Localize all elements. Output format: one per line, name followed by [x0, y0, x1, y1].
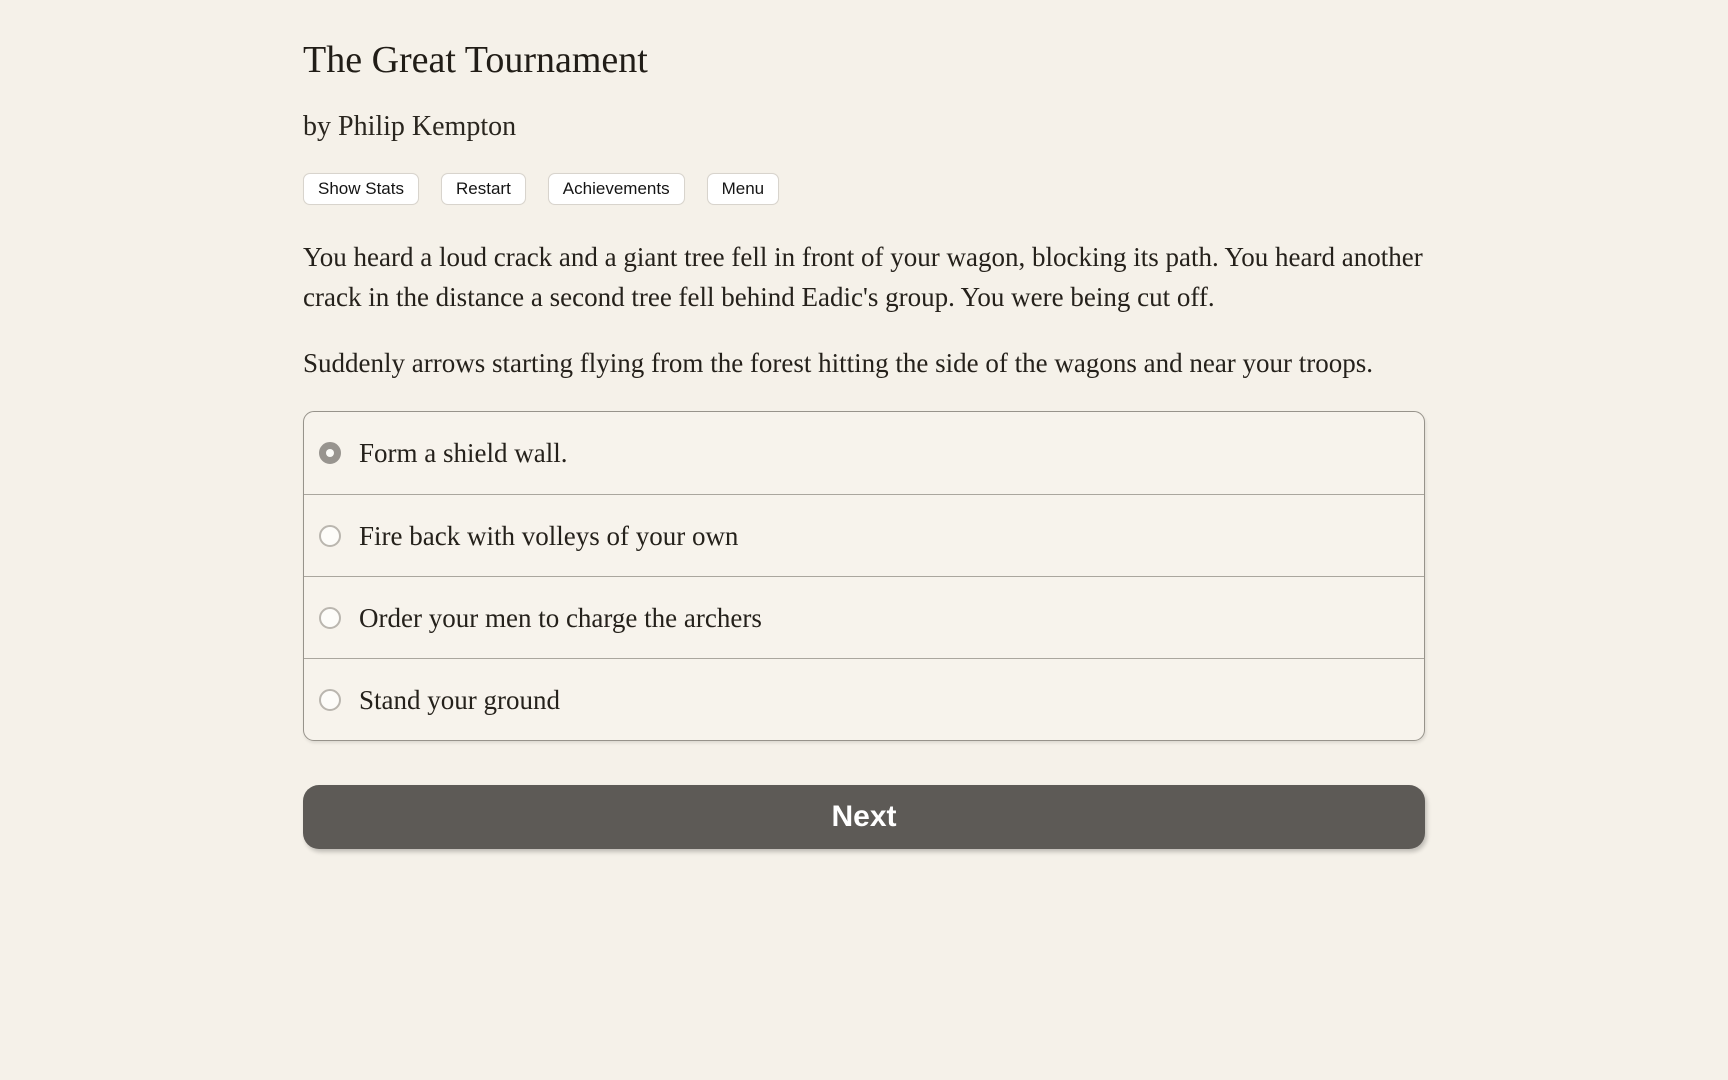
menu-button[interactable]: Menu — [707, 173, 780, 205]
choice-option[interactable] — [304, 658, 1424, 740]
choice-option[interactable] — [304, 576, 1424, 658]
achievements-button[interactable]: Achievements — [548, 173, 685, 205]
show-stats-button[interactable]: Show Stats — [303, 173, 419, 205]
story-text — [303, 237, 1425, 383]
radio-button[interactable] — [319, 525, 341, 547]
choice-option[interactable] — [304, 412, 1424, 494]
radio-button[interactable] — [319, 442, 341, 464]
game-title: The Great Tournament — [303, 39, 648, 81]
restart-button[interactable]: Restart — [441, 173, 526, 205]
choice-list — [303, 411, 1425, 741]
toolbar — [303, 173, 1425, 205]
game-author: by Philip Kempton — [303, 111, 517, 142]
choice-label: Stand your ground — [359, 684, 560, 715]
choice-label: Form a shield wall. — [359, 438, 568, 468]
story-paragraph: You heard a loud crack and a giant tree fell in front of your wagon, blocking its path. You heard another crack in the distance a second tree fell behind Eadic's group. You were being cut off. — [303, 242, 1423, 312]
choice-label: Order your men to charge the archers — [359, 602, 762, 633]
story-paragraph: Suddenly arrows starting flying from the forest hitting the side of the wagons and near your troops. — [303, 348, 1374, 378]
radio-button[interactable] — [319, 689, 341, 711]
radio-button[interactable] — [319, 607, 341, 629]
game-page — [303, 0, 1425, 849]
choice-label: Fire back with volleys of your own — [359, 520, 739, 551]
next-button[interactable]: Next — [303, 785, 1425, 849]
choice-option[interactable] — [304, 494, 1424, 576]
